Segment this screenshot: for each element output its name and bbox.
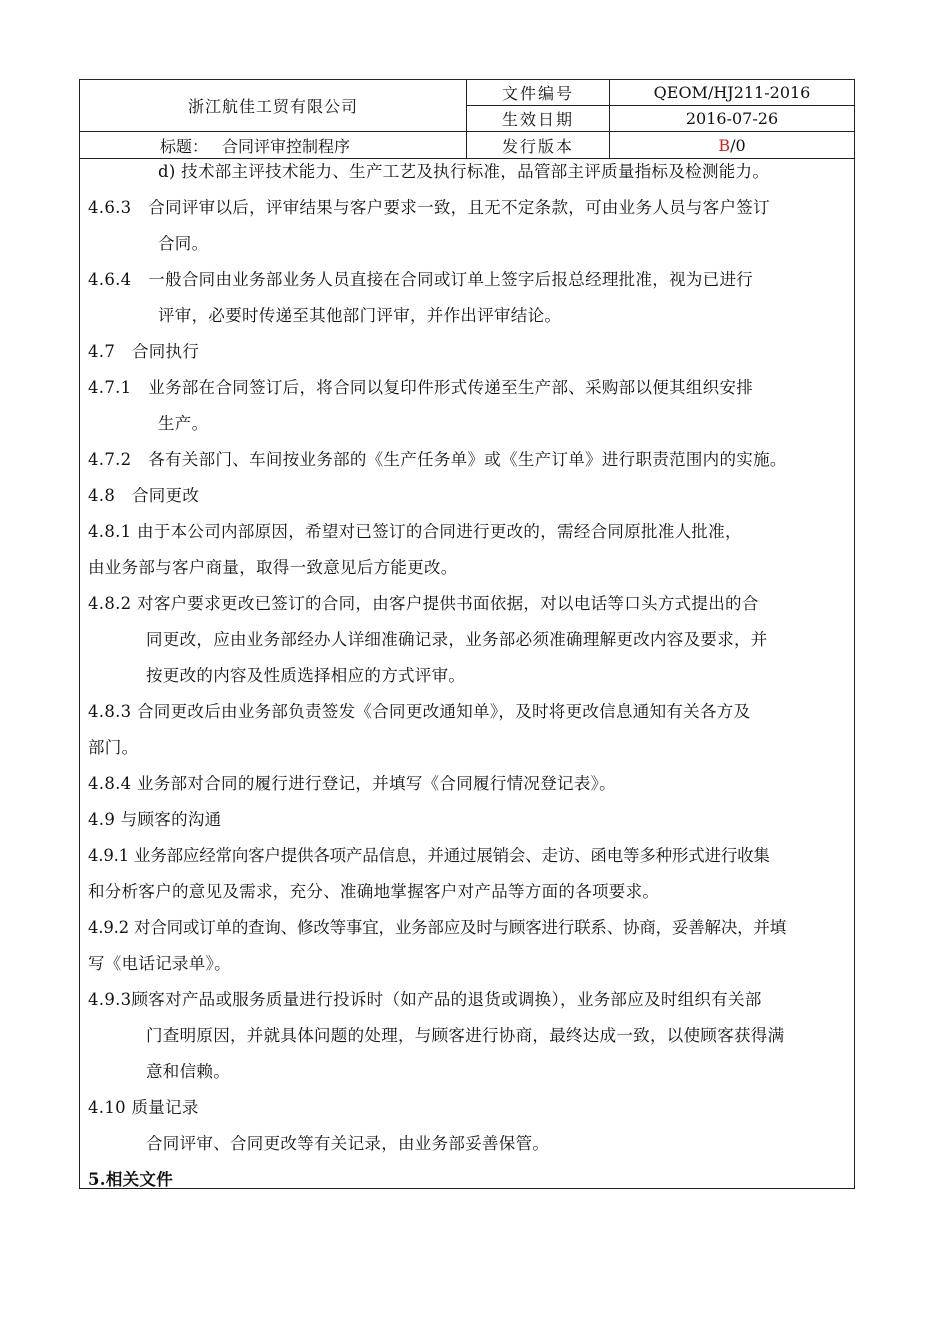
version-value	[610, 132, 854, 158]
text-line: 4.9.1 业务部应经常向客户提供各项产品信息，并通过展销会、走访、函电等多种形式进行收集	[88, 846, 770, 865]
version-label: 发行版本	[467, 132, 610, 158]
title-value: 合同评审控制程序	[222, 136, 351, 156]
doc-no-value: QEOM/HJ211-2016	[610, 80, 854, 106]
text-line: d) 技术部主评技术能力、生产工艺及执行标准，品管部主评质量指标及检测能力。	[158, 162, 770, 181]
text-line: 4.7.2 各有关部门、车间按业务部的《生产任务单》或《生产订单》进行职责范围内的实施。	[88, 450, 787, 469]
text-line: 4.6.3 合同评审以后，评审结果与客户要求一致，且无不定条款，可由业务人员与客户签订	[88, 198, 770, 217]
text-line: 4.9.2 对合同或订单的查询、修改等事宜，业务部应及时与顾客进行联系、协商，妥善解决，并填	[88, 918, 787, 937]
section-heading: 5.相关文件	[88, 1170, 174, 1189]
effective-date-label: 生效日期	[467, 106, 610, 132]
text-line: 4.6.4 一般合同由业务部业务人员直接在合同或订单上签字后报总经理批准，视为已进行	[88, 270, 754, 289]
text-line: 4.9.3顾客对产品或服务质量进行投诉时（如产品的退货或调换），业务部应及时组织有关部	[88, 990, 762, 1009]
text-line: 4.10 质量记录	[88, 1098, 199, 1117]
text-line: 4.7 合同执行	[88, 342, 200, 361]
effective-date-value: 2016-07-26	[610, 106, 854, 132]
text-line: 4.9 与顾客的沟通	[88, 810, 222, 829]
text-line: 合同。	[158, 234, 209, 253]
text-line: 和分析客户的意见及需求，充分、准确地掌握客户对产品等方面的各项要求。	[88, 882, 660, 901]
version-rest: /0	[730, 135, 746, 155]
text-line: 部门。	[88, 738, 139, 757]
text-line: 评审，必要时传递至其他部门评审，并作出评审结论。	[158, 306, 562, 325]
text-line: 按更改的内容及性质选择相应的方式评审。	[146, 666, 466, 685]
document-header-table	[80, 80, 854, 158]
company-name: 浙江航佳工贸有限公司	[80, 80, 467, 132]
text-line: 意和信赖。	[146, 1062, 230, 1081]
text-line: 生产。	[158, 414, 209, 433]
text-line: 合同评审、合同更改等有关记录，由业务部妥善保管。	[146, 1134, 550, 1153]
text-line: 4.8.2 对客户要求更改已签订的合同，由客户提供书面依据，对以电话等口头方式提出的合	[88, 594, 759, 613]
text-line: 写《电话记录单》。	[88, 954, 231, 973]
text-line: 4.8.4 业务部对合同的履行进行登记，并填写《合同履行情况登记表》。	[88, 774, 616, 793]
document-title	[80, 132, 467, 158]
text-line: 4.8.3 合同更改后由业务部负责签发《合同更改通知单》，及时将更改信息通知有关各方及	[88, 702, 751, 721]
text-line: 4.8 合同更改	[88, 486, 200, 505]
text-line: 同更改，应由业务部经办人详细准确记录，业务部必须准确理解更改内容及要求，并	[146, 630, 768, 649]
text-line: 4.8.1 由于本公司内部原因，希望对已签订的合同进行更改的，需经合同原批准人批准，	[88, 522, 742, 541]
document-page	[79, 79, 855, 1189]
doc-no-label: 文件编号	[467, 80, 610, 106]
version-letter: B	[718, 135, 731, 155]
text-line: 4.7.1 业务部在合同签订后，将合同以复印件形式传递至生产部、采购部以便其组织安排	[88, 378, 754, 397]
title-label: 标题：	[160, 136, 209, 156]
text-line: 门查明原因，并就具体问题的处理，与顾客进行协商，最终达成一致，以使顾客获得满	[146, 1026, 785, 1045]
text-line: 由业务部与客户商量，取得一致意见后方能更改。	[88, 558, 458, 577]
